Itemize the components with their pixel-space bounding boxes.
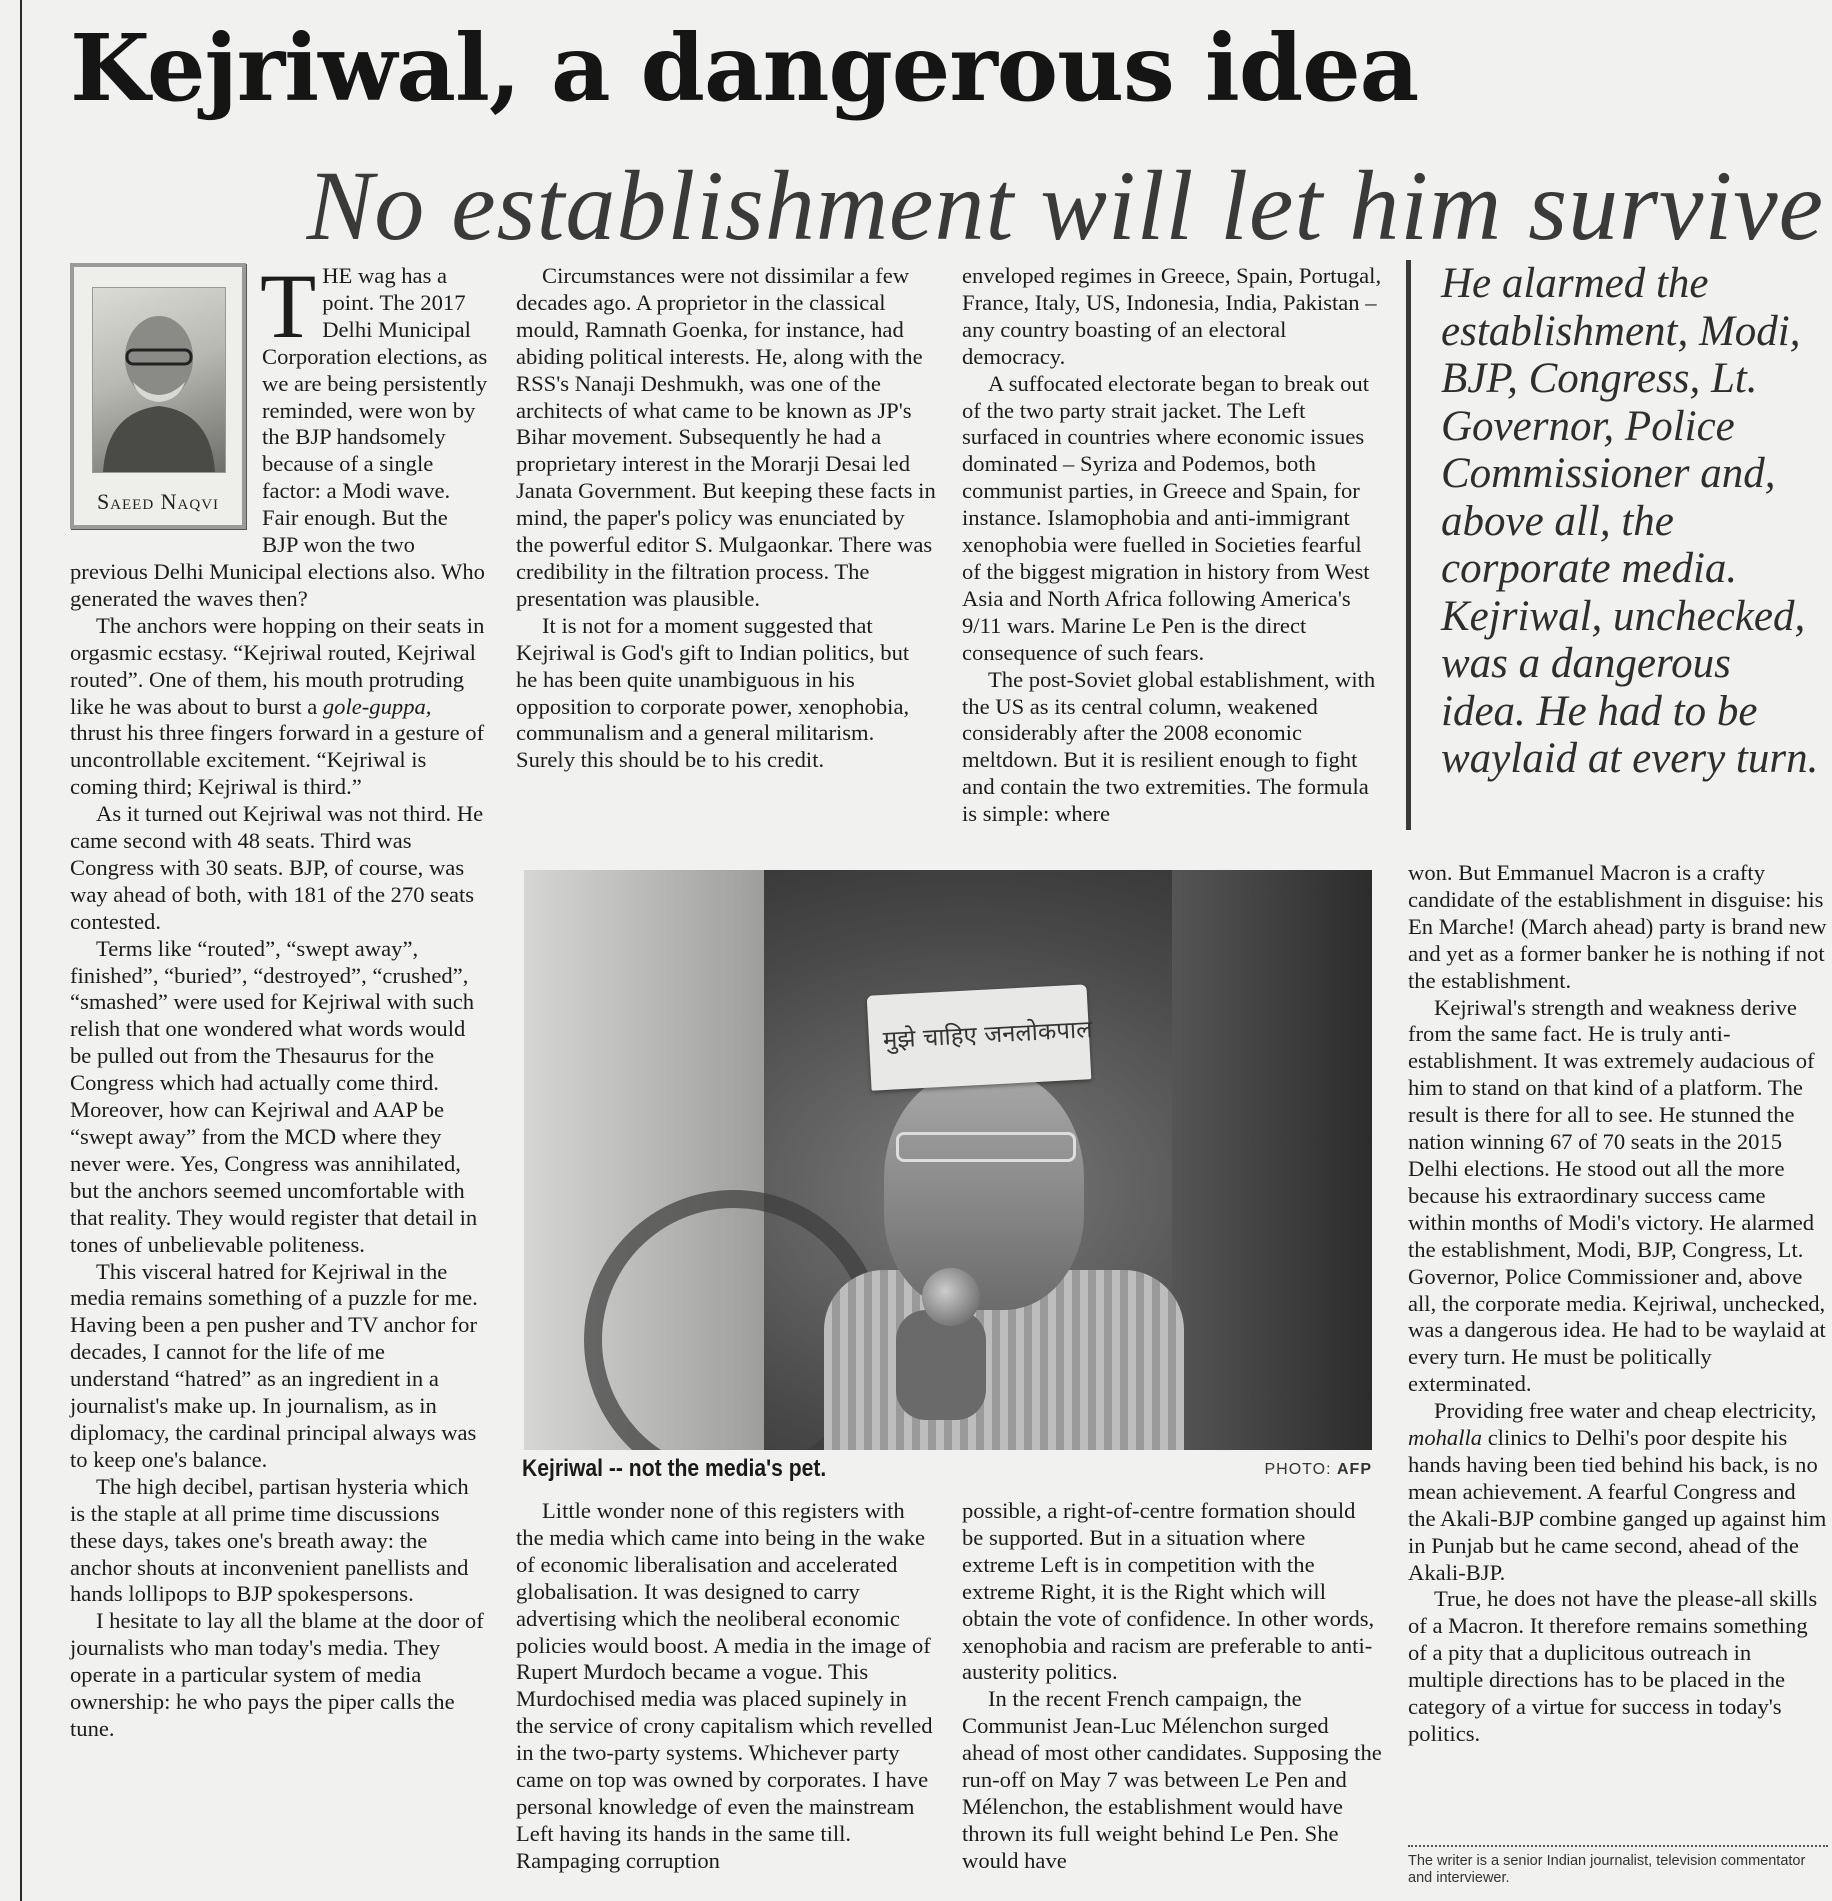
paragraph: Little wonder none of this registers with the media which came into being in the wake of economic liberalisation and accelerated globalisation. It was designed to carry advertising which the neoliberal economic policies would boost. A media in the image of Rupert Murdoch became a vogue. This Murdochised media was placed supinely in the service of crony capitalism which revelled in the two-party systems. Whichever party came on top was owned by corporates. I have personal knowledge of even the mainstream Left having its hands in the same till. Rampaging corruption <box>516 1498 933 1873</box>
paragraph: Providing free water and cheap electricity, mohalla clinics to Delhi's poor despite his hands having been tied behind his back, is no mean achievement. A fearful Congress and the Akali-BJP combine ganged up against him in Punjab but he came second, ahead of the Akali-BJP. <box>1408 1398 1827 1585</box>
photo-face <box>884 1070 1084 1310</box>
subheadline: No establishment will let him survive <box>306 150 1824 261</box>
paragraph: In the recent French campaign, the Communist Jean-Luc Mélenchon surged ahead of most other candidates. Supposing the run-off on May 7 was between Le Pen and Mélenchon, the establishment would have thrown its full weight behind Le Pen. She would have <box>962 1686 1382 1873</box>
author-footnote: The writer is a senior Indian journalist, television commentator and interviewer. <box>1408 1845 1828 1887</box>
photo-background-dark <box>1172 870 1372 1450</box>
paragraph: I hesitate to lay all the blame at the door of journalists who man today's media. They operate in a particular system of media ownership: he who pays the piper calls the tune. <box>70 1608 484 1741</box>
paragraph: won. But Emmanuel Macron is a crafty candidate of the establishment in disguise: his En Marche! (March ahead) party is brand new and yet as a former banker he is nothing if not the establishment. <box>1408 860 1827 993</box>
author-portrait <box>92 287 226 473</box>
author-name: Saeed Naqvi <box>96 489 220 514</box>
photo-caption <box>522 1455 1372 1485</box>
article-column-1 <box>70 255 488 1743</box>
article-photo <box>524 870 1372 1450</box>
pull-quote: He alarmed the establishment, Modi, BJP, Congress, Lt. Governor, Police Commissioner and, above all, the corporate media. Kejriwal, unchecked, was a dangerous idea. He had to be waylaid at every turn. <box>1406 260 1826 830</box>
drop-cap: T <box>260 255 317 357</box>
cap-slogan: मुझे चाहिए जनलोकपाल <box>882 1015 1094 1055</box>
paragraph: Circumstances were not dissimilar a few decades ago. A proprietor in the classical mould, Ramnath Goenka, for instance, had abiding political interests. He, along with the RSS's Nanaji Deshmukh, was one of the architects of what came to be known as JP's Bihar movement. Subsequently he had a proprietary interest in the Morarji Desai led Janata Government. But keeping these facts in mind, the paper's policy was enunciated by the powerful editor S. Mulgaonkar. There was credibility in the filtration process. The presentation was plausible. <box>516 263 936 611</box>
paragraph: Kejriwal's strength and weakness derive from the same fact. He is truly anti-establishment. It was extremely audacious of him to stand on that kind of a platform. The result is there for all to see. He stunned the nation winning 67 of 70 seats in the 2015 Delhi elections. He stood out all the more because his extraordinary success came within months of Modi's victory. He alarmed the establishment, Modi, BJP, Congress, Lt. Governor, Police Commissioner and, above all, the corporate media. Kejriwal, unchecked, was a dangerous idea. He had to be waylaid at every turn. He must be politically exterminated. <box>1408 994 1826 1397</box>
paragraph: The anchors were hopping on their seats in orgasmic ecstasy. “Kejriwal routed, Kejriwal routed”. One of them, his mouth protruding like he was about to burst a gole-guppa, thrust his three fingers forward in a gesture of uncontrollable excitement. “Kejriwal is coming third; Kejriwal is third.” <box>70 612 485 800</box>
paragraph: The high decibel, partisan hysteria which is the staple at all prime time discussions these days, takes one's breath away: the anchor shouts at inconvenient panellists and hands lollipops to BJP spokespersons. <box>70 1473 469 1607</box>
article-column-2 <box>516 263 936 774</box>
paragraph: As it turned out Kejriwal was not third. He came second with 48 seats. Third was Congress with 30 seats. BJP, of course, was way ahead of both, with 181 of the 270 seats contested. <box>70 801 484 934</box>
left-column-rule <box>20 0 22 1901</box>
article-column-3-bottom <box>962 1498 1382 1875</box>
article-column-2-bottom <box>516 1498 936 1875</box>
glasses-icon <box>896 1132 1076 1162</box>
paragraph: The post-Soviet global establishment, with the US as its central column, weakened considerably after the 2008 economic meltdown. But it is resilient enough to fight and contain the two extremities. The formula is simple: where <box>962 666 1376 827</box>
photo-credit: PHOTO: AFP <box>1264 1461 1372 1478</box>
article-column-3 <box>962 263 1382 828</box>
paragraph: enveloped regimes in Greece, Spain, Portugal, France, Italy, US, Indonesia, India, Pakistan – any country boasting of an electoral democracy. <box>962 263 1382 369</box>
author-silhouette-icon <box>93 288 225 472</box>
paragraph: HE wag has a point. The 2017 Delhi Municipal Corporation elections, as we are being persistently reminded, were won by the BJP handsomely because of a single factor: a Modi wave. Fair enough. But the BJP won the two previous Delhi Municipal elections also. Who generated the waves then? <box>70 263 488 611</box>
paragraph: This visceral hatred for Kejriwal in the media remains something of a puzzle for me. Having been a pen pusher and TV anchor for decades, I cannot for the life of me understand “hatred” as an ingredient in a journalist's make up. In journalism, as in diplomacy, the cardinal principal always was to keep one's balance. <box>70 1258 478 1472</box>
photo-cap <box>867 984 1092 1090</box>
photo-hand <box>896 1310 986 1420</box>
paragraph: possible, a right-of-centre formation should be supported. But in a situation where extreme Left is in competition with the extreme Right, it is the Right which will obtain the vote of confidence. In other words, xenophobia and racism are preferable to anti-austerity politics. <box>962 1498 1375 1685</box>
headline: Kejriwal, a dangerous idea <box>70 14 1419 122</box>
microphone-icon <box>922 1268 980 1326</box>
paragraph: It is not for a moment suggested that Kejriwal is God's gift to Indian politics, but he has been quite unambiguous in his opposition to corporate power, xenophobia, communalism and a general militarism. Surely this should be to his credit. <box>516 612 910 773</box>
paragraph: A suffocated electorate began to break out of the two party strait jacket. The Left surfaced in countries where economic issues dominated – Syriza and Podemos, both communist parties, in Greece and Spain, for instance. Islamophobia and anti-immigrant xenophobia were fuelled in Societies fearful of the biggest migration in history from West Asia and North Africa following America's 9/11 wars. Marine Le Pen is the direct consequence of such fears. <box>962 370 1370 665</box>
article-column-4 <box>1408 860 1828 1748</box>
paragraph: True, he does not have the please-all skills of a Macron. It therefore remains something of a pity that a duplicitous outreach in multiple directions has to be placed in the category of a virtue for success in today's politics. <box>1408 1586 1818 1746</box>
paragraph: Terms like “routed”, “swept away”, finished”, “buried”, “destroyed”, “crushed”, “smashed” were used for Kejriwal with such relish that one wondered what words would be pulled out from the Thesaurus for the Congress which had actually come third. Moreover, how can Kejriwal and AAP be “swept away” from the MCD where they never were. Yes, Congress was annihilated, but the anchors seemed uncomfortable with that reality. They would register that detail in tones of unbelievable politeness. <box>70 935 478 1257</box>
author-byline-box <box>70 263 246 529</box>
caption-text: Kejriwal -- not the media's pet. <box>522 1455 827 1482</box>
